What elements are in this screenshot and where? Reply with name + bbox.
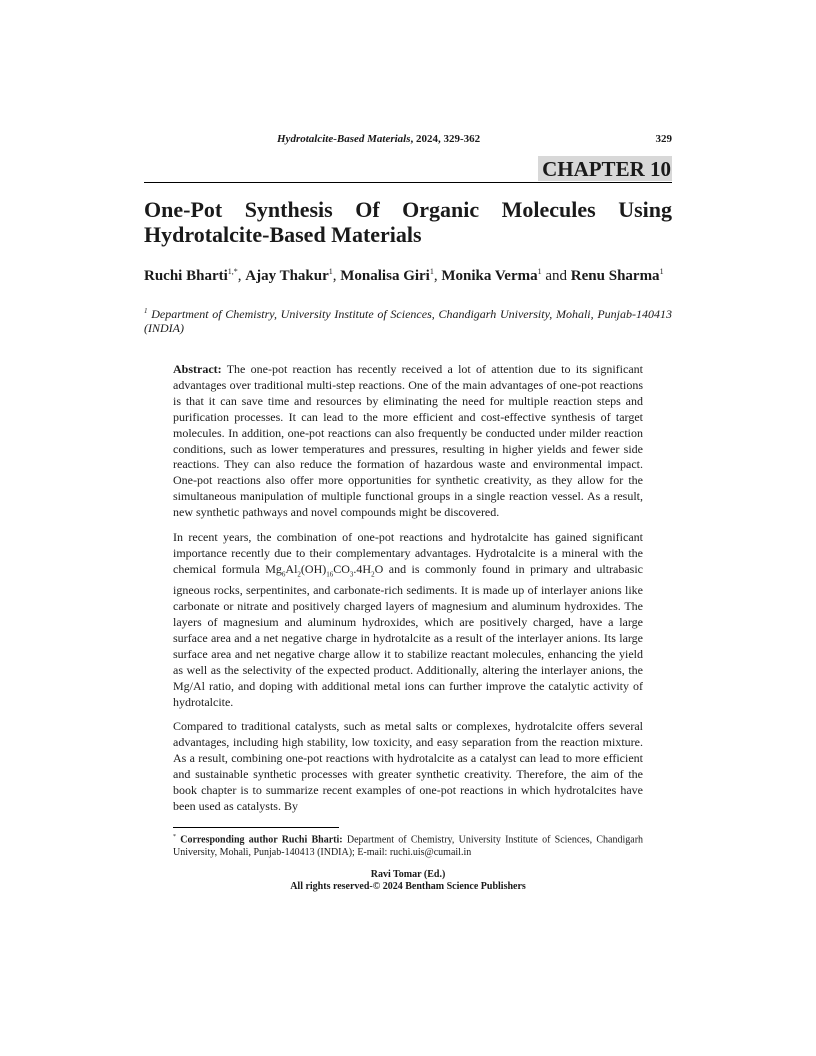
book-title: Hydrotalcite-Based Materials (277, 133, 411, 145)
abstract-label: Abstract: (173, 362, 222, 376)
affiliation-mark: 1 (144, 307, 148, 315)
author-separator: , (433, 268, 442, 284)
footnote-rule (173, 827, 339, 828)
running-head (144, 133, 672, 149)
footnote (173, 831, 643, 859)
author-name: Ruchi Bharti (144, 268, 228, 284)
chapter-label: CHAPTER 10 (538, 156, 672, 181)
author-separator: , (237, 268, 246, 284)
formula-part: CO (333, 561, 350, 576)
abstract (173, 362, 643, 824)
formula-part: .4H (353, 561, 372, 576)
affiliation (144, 304, 672, 335)
formula-subscript: 2 (371, 570, 375, 579)
chapter-title: One-Pot Synthesis Of Organic Molecules Using Hydrotalcite-Based Materials (144, 197, 672, 247)
author-affiliation-mark: 1 (537, 267, 542, 276)
abstract-text: Compared to traditional catalysts, such as metal salts or complexes, hydrotalcite offers several advantages, including high stability, low toxicity, and easy separation from the reaction mixture. As a result, combining one-pot reactions with hydrotalcite as a catalyst can lead to more efficient and sustainable synthetic processes with greater synthetic creativity. Therefore, the aim of the book chapter is to summarize recent examples of one-pot reactions in which hydrotalcites have been used as catalysts. By (173, 719, 643, 813)
author-name: Monika Verma (441, 268, 538, 284)
formula-part: (OH) (300, 561, 327, 576)
abstract-paragraph (173, 530, 643, 710)
formula-part: O (374, 561, 384, 576)
chapter-rule (144, 182, 672, 183)
page-number: 329 (655, 133, 672, 145)
chemical-formula (265, 561, 384, 579)
abstract-text: In recent years, the combination of one-pot reactions and hydrotalcite has gained significant importance recently due to their complementary advantages. Hydrotalcite is a mineral with the chemical formula (173, 530, 643, 576)
author-name: Renu Sharma (570, 268, 660, 284)
abstract-text: The one-pot reaction has recently received a lot of attention due to its significant advantages over traditional multi-step reactions. One of the main advantages of one-pot reactions is that it can save time and resources by eliminating the need for multiple reaction steps and purification processes. It can lead to the more efficient and cost-effective synthesis of target molecules. In addition, one-pot reactions can also frequently be conducted under milder reaction conditions, such as lower temperatures and pressures, resulting in higher yields and fewer side reactions. They can also reduce the formation of hazardous waste and environmental impact. One-pot reactions also offer more opportunities for synthetic creativity, as they allow for the simultaneous manipulation of multiple functional groups in a single reaction vessel. As a result, new synthetic pathways and novel compounds might be discovered. (173, 362, 643, 520)
author-separator: , (332, 268, 341, 284)
formula-subscript: 16 (326, 570, 334, 579)
publisher-block (144, 869, 672, 893)
author-affiliation-mark: 1 (328, 267, 333, 276)
formula-subscript: 2 (297, 570, 301, 579)
running-head-title (277, 133, 480, 145)
book-pages: , 2024, 329-362 (410, 133, 481, 145)
footnote-label: Corresponding author Ruchi Bharti: (180, 834, 343, 846)
author-affiliation-mark: 1 (429, 267, 434, 276)
abstract-paragraph (173, 719, 643, 814)
footnote-text: Department of Chemistry, University Institute of Sciences, Chandigarh University, Mohali, Punjab-140413 (INDIA); E-mail: ruchi.uis@cumail.in (173, 834, 644, 859)
footnote-mark: * (173, 834, 176, 840)
formula-subscript: 6 (281, 570, 286, 579)
rights-line: All rights reserved-© 2024 Bentham Science Publishers (290, 881, 526, 892)
author-affiliation-mark: 1 (659, 267, 664, 276)
author-name: Ajay Thakur (245, 268, 329, 284)
author-name: Monalisa Giri (340, 268, 430, 284)
abstract-paragraph (173, 362, 643, 521)
formula-subscript: 3 (349, 570, 354, 579)
author-list (144, 262, 672, 286)
formula-part: Mg (265, 561, 282, 576)
author-conjunction: and (545, 268, 568, 284)
affiliation-text: Department of Chemistry, University Institute of Sciences, Chandigarh University, Mohali, Punjab-140413 (INDIA) (144, 307, 672, 335)
author-affiliation-mark: 1,* (227, 267, 238, 276)
formula-part: Al (285, 561, 298, 576)
abstract-text: and is commonly found in primary and ultrabasic igneous rocks, serpentinites, and carbonate-rich sediments. It is made up of interlayer anions like carbonate or nitrate and positively charged layers of magnesium and aluminum hydroxides. The layers of magnesium and aluminum hydroxides, which are positively charged, have a large surface area and a net negative charge in hydrotalcite as a result of the interlayer anions. Its large surface area and net negative charge allow it to stabilize reactant molecules, enhancing the yield as well as the selectivity of the expected product. Additionally, altering the interlayer anions, the Mg/Al ratio, and doping with additional metal ions can further improve the catalytic activity of hydrotalcite. (173, 561, 644, 709)
chapter-heading (144, 156, 672, 184)
editor-line: Ravi Tomar (Ed.) (370, 869, 446, 880)
